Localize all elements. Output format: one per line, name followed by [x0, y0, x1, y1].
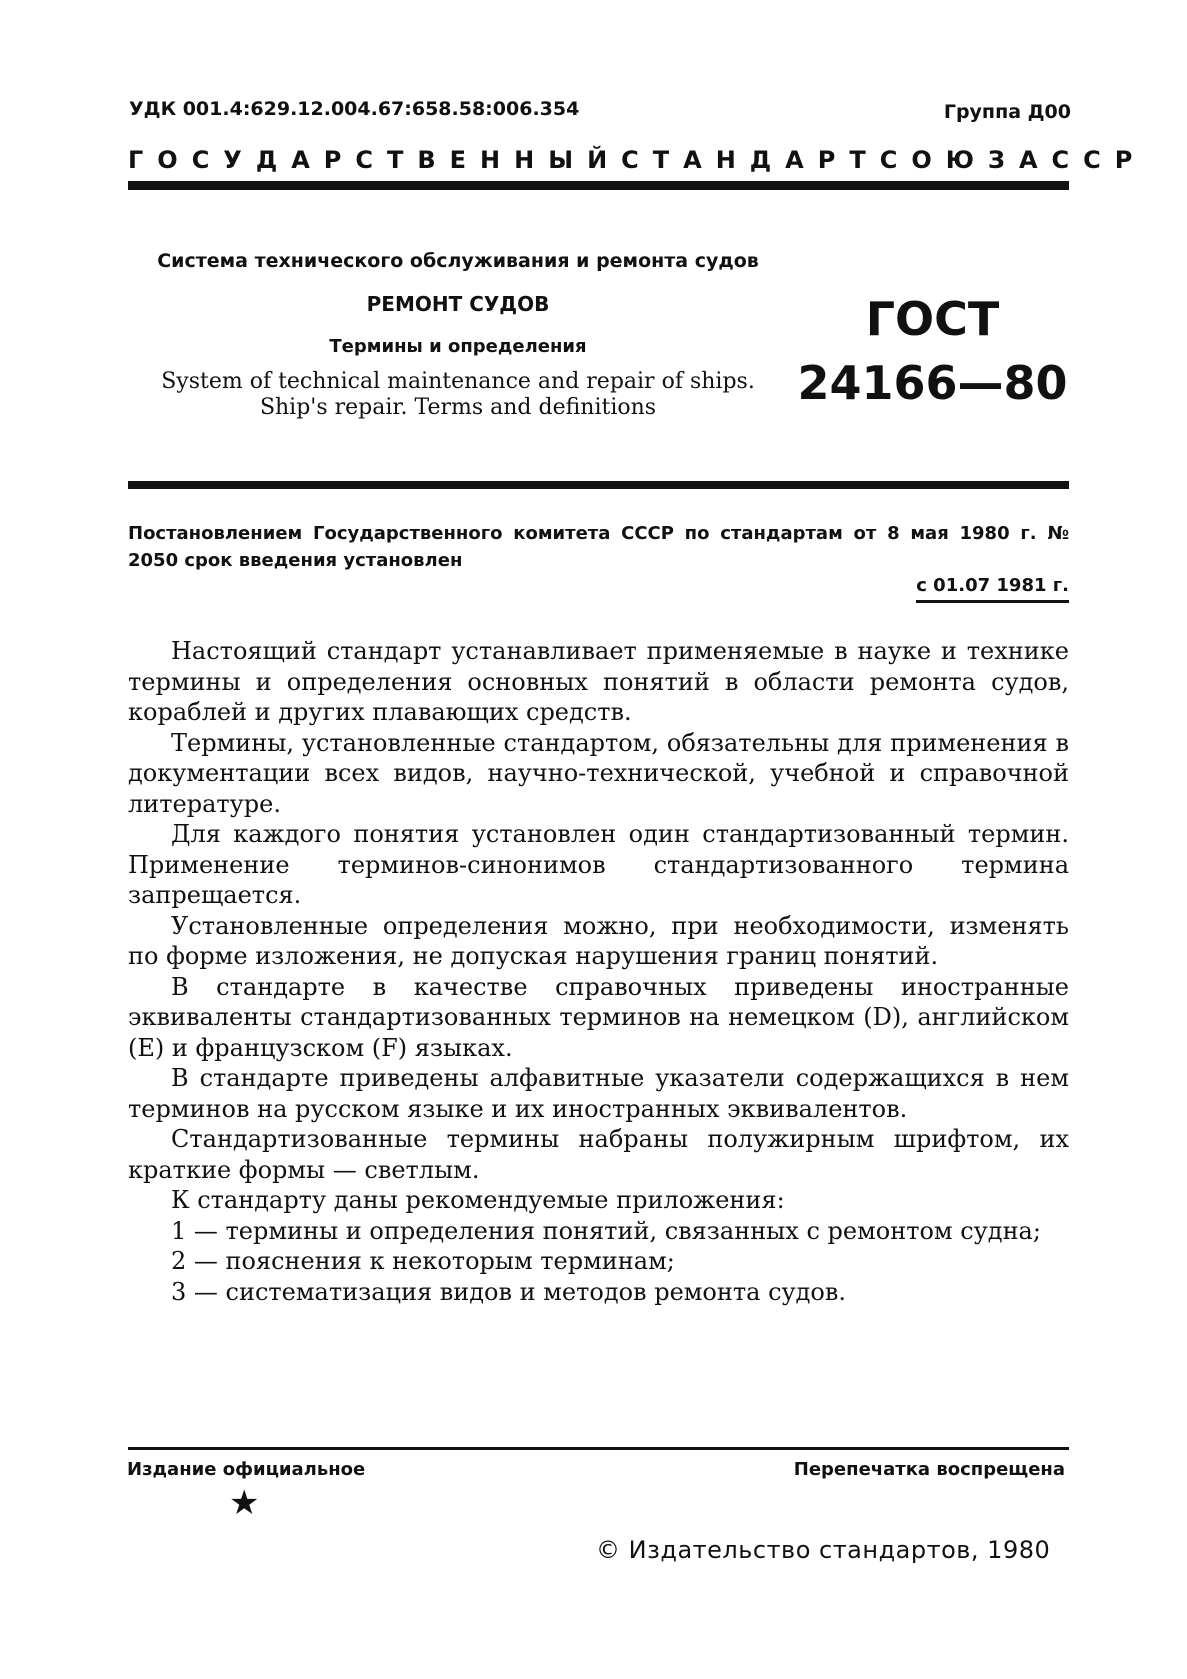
- heading-word: СТАНДАРТ: [621, 146, 880, 174]
- footer-rule: [128, 1447, 1069, 1450]
- gost-designation: [795, 290, 1070, 412]
- title-rule: [128, 481, 1069, 489]
- repair-title: РЕМОНТ СУДОВ: [366, 292, 550, 316]
- terms-title: Термины и определения: [329, 336, 587, 357]
- paragraph: Для каждого понятия установлен один стандартизованный термин. Применение терминов-синонимов стандартизованного термина запрещается.: [128, 820, 1069, 909]
- heading-word: ССР: [1051, 146, 1147, 174]
- classification-group: Группа Д00: [943, 101, 1071, 123]
- english-title: [128, 369, 788, 421]
- heading-word: ГОСУДАРСТВЕННЫЙ: [128, 146, 622, 174]
- official-edition: Издание официальное: [127, 1459, 366, 1480]
- state-standard-heading: [128, 146, 1147, 174]
- gost-number: 24166—80: [797, 356, 1068, 410]
- paragraph: Настоящий стандарт устанавливает применяемые в науке и технике термины и определения основных понятий в области ремонта судов, кораблей и других плавающих средств.: [128, 637, 1069, 726]
- paragraph: В стандарте приведены алфавитные указатели содержащихся в нем терминов на русском языке и их иностранных эквивалентов.: [128, 1064, 1069, 1123]
- decree-text: Постановлением Государственного комитета СССР по стандартам от 8 мая 1980 г. № 2050 срок введения установлен: [128, 523, 1069, 571]
- annex-item: 3 — систематизация видов и методов ремонта судов.: [171, 1277, 847, 1306]
- heading-word: СОЮЗА: [879, 146, 1052, 174]
- paragraph: Стандартизованные термины набраны полужирным шрифтом, их краткие формы — светлым.: [128, 1125, 1069, 1184]
- body-text: [128, 636, 1069, 1307]
- paragraph: В стандарте в качестве справочных приведены иностранные эквиваленты стандартизованных терминов на немецком (D), английском (Е) и французском (F) языках.: [128, 972, 1069, 1062]
- paragraph: Термины, установленные стандартом, обязательны для применения в документации всех видов, научно-технической, учебной и справочной литературе.: [128, 728, 1069, 818]
- paragraph: Установленные определения можно, при необходимости, изменять по форме изложения, не допуская нарушения границ понятий.: [128, 911, 1069, 970]
- annex-item: 2 — пояснения к некоторым терминам;: [171, 1247, 675, 1275]
- system-title: Система технического обслуживания и ремонта судов: [157, 250, 759, 272]
- english-title-line: Ship's repair. Terms and definitions: [259, 395, 657, 420]
- effective-date: с 01.07 1981 г.: [916, 575, 1069, 603]
- paragraph: К стандарту даны рекомендуемые приложения:: [171, 1186, 785, 1214]
- publisher-copyright: © Издательство стандартов, 1980: [596, 1536, 1051, 1564]
- reprint-notice: Перепечатка воспрещена: [793, 1459, 1065, 1480]
- header-rule: [128, 181, 1069, 190]
- annex-item: 1 — термины и определения понятий, связанных с ремонтом судна;: [171, 1216, 1041, 1245]
- title-block: [128, 250, 788, 421]
- udk-code: УДК 001.4:629.12.004.67:658.58:006.354: [129, 98, 580, 120]
- english-title-line: System of technical maintenance and repair of ships.: [161, 369, 755, 394]
- star-icon: ★: [229, 1483, 260, 1523]
- gost-label: ГОСТ: [865, 292, 1000, 346]
